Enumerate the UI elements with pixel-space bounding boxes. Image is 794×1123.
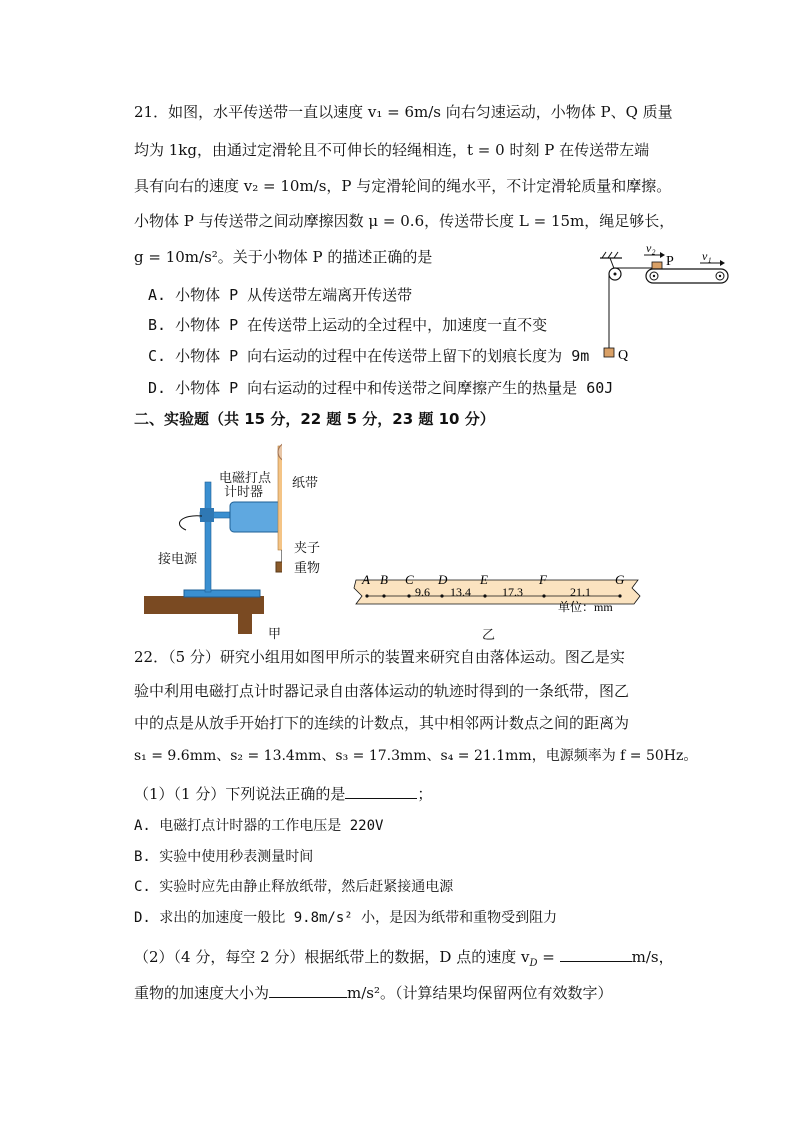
q21-line-3: 具有向右的速度 v₂ = 10m/s，P 与定滑轮间的绳水平，不计定滑轮质量和摩擦。 <box>134 177 672 195</box>
point-d: D <box>438 572 448 587</box>
q21-option-d: D. 小物体 P 向右运动的过程中和传送带之间摩擦产生的热量是 60J <box>148 379 614 397</box>
q22-part-1 <box>134 782 432 805</box>
tape-label: 纸带 <box>292 476 319 491</box>
point-e: E <box>480 572 488 587</box>
q22-part-2 <box>134 945 674 975</box>
q22-line-1: 22．（5 分）研究小组用如图甲所示的装置来研究自由落体运动。图乙是实 <box>134 648 625 666</box>
clip-label: 夹子 <box>294 541 321 556</box>
section-heading: 二、实验题（共 15 分，22 题 5 分，23 题 10 分） <box>134 410 495 428</box>
q22-option-b: B. 实验中使用秒表测量时间 <box>134 849 314 865</box>
apparatus-figure <box>142 434 282 634</box>
point-b: B <box>380 572 388 587</box>
q21-option-a: A. 小物体 P 从传送带左端离开传送带 <box>148 286 413 304</box>
point-c: C <box>405 572 414 587</box>
q22-part-3-unit: m/s²。（计算结果均保留两位有效数字） <box>347 984 613 1002</box>
q21-line-5: g = 10m/s²。关于小物体 P 的描述正确的是 <box>134 248 433 266</box>
q22-part-1-prompt: （1）（1 分）下列说法正确的是 <box>134 785 346 803</box>
q21-option-b: B. 小物体 P 在传送带上运动的全过程中，加速度一直不变 <box>148 316 548 334</box>
q22-part-2-unit: m/s， <box>631 948 674 966</box>
v2-label: v₂ <box>646 241 656 255</box>
point-a: A <box>362 572 370 587</box>
unit-label: 单位：mm <box>558 600 613 614</box>
paper-tape-figure <box>352 572 644 618</box>
answer-blank-2[interactable] <box>560 945 632 962</box>
distance-cd: 9.6 <box>415 585 430 599</box>
figure-jia-label: 甲 <box>268 627 282 642</box>
q21-line-1: 21．如图，水平传送带一直以速度 v₁ = 6m/s 向右匀速运动，小物体 P、Q 质量 <box>134 103 673 121</box>
q22-part-1-end: ； <box>417 785 433 803</box>
q22-line-2: 验中利用电磁打点计时器记录自由落体运动的轨迹时得到的一条纸带，图乙 <box>134 682 630 700</box>
point-g: G <box>615 572 625 587</box>
distance-de: 13.4 <box>450 585 471 599</box>
q21-option-c: C. 小物体 P 向右运动的过程中在传送带上留下的划痕长度为 9m <box>148 347 590 365</box>
conveyor-figure <box>596 238 736 368</box>
timer-label-2: 计时器 <box>224 485 264 500</box>
q22-option-a: A. 电磁打点计时器的工作电压是 220V <box>134 818 384 834</box>
figure-yi-label: 乙 <box>482 628 496 643</box>
p-label: P <box>666 254 674 269</box>
power-label: 接电源 <box>158 552 198 567</box>
q21-line-4: 小物体 P 与传送带之间动摩擦因数 μ = 0.6，传送带长度 L = 15m，绳足够长， <box>134 212 675 230</box>
point-f: F <box>539 572 547 587</box>
answer-blank-1[interactable] <box>345 782 417 799</box>
answer-blank-3[interactable] <box>269 981 347 998</box>
q22-part-3-prompt: 重物的加速度大小为 <box>134 984 270 1002</box>
distance-ef: 17.3 <box>502 585 523 599</box>
q22-option-d: D. 求出的加速度一般比 9.8m/s² 小，是因为纸带和重物受到阻力 <box>134 910 558 926</box>
q22-line-4: s₁ = 9.6mm、s₂ = 13.4mm、s₃ = 17.3mm、s₄ = 21.1mm，电源频率为 f = 50Hz。 <box>134 748 698 764</box>
q22-part-2-prompt: （2）（4 分，每空 2 分）根据纸带上的数据，D 点的速度 v <box>134 948 530 966</box>
v1-label: v₁ <box>702 249 712 263</box>
q22-part-2-eq: = <box>537 948 560 966</box>
distance-fg: 21.1 <box>570 585 591 599</box>
q22-option-c: C. 实验时应先由静止释放纸带，然后赶紧接通电源 <box>134 879 454 895</box>
velocity-subscript: D <box>529 958 538 969</box>
q-label: Q <box>618 348 629 363</box>
q22-part-3 <box>134 981 613 1004</box>
timer-label-1: 电磁打点 <box>219 471 272 486</box>
weight-label: 重物 <box>294 561 321 576</box>
q21-line-2: 均为 1kg，由通过定滑轮且不可伸长的轻绳相连，t = 0 时刻 P 在传送带左端 <box>134 141 650 159</box>
q22-line-3: 中的点是从放手开始打下的连续的计数点，其中相邻两计数点之间的距离为 <box>134 714 630 732</box>
